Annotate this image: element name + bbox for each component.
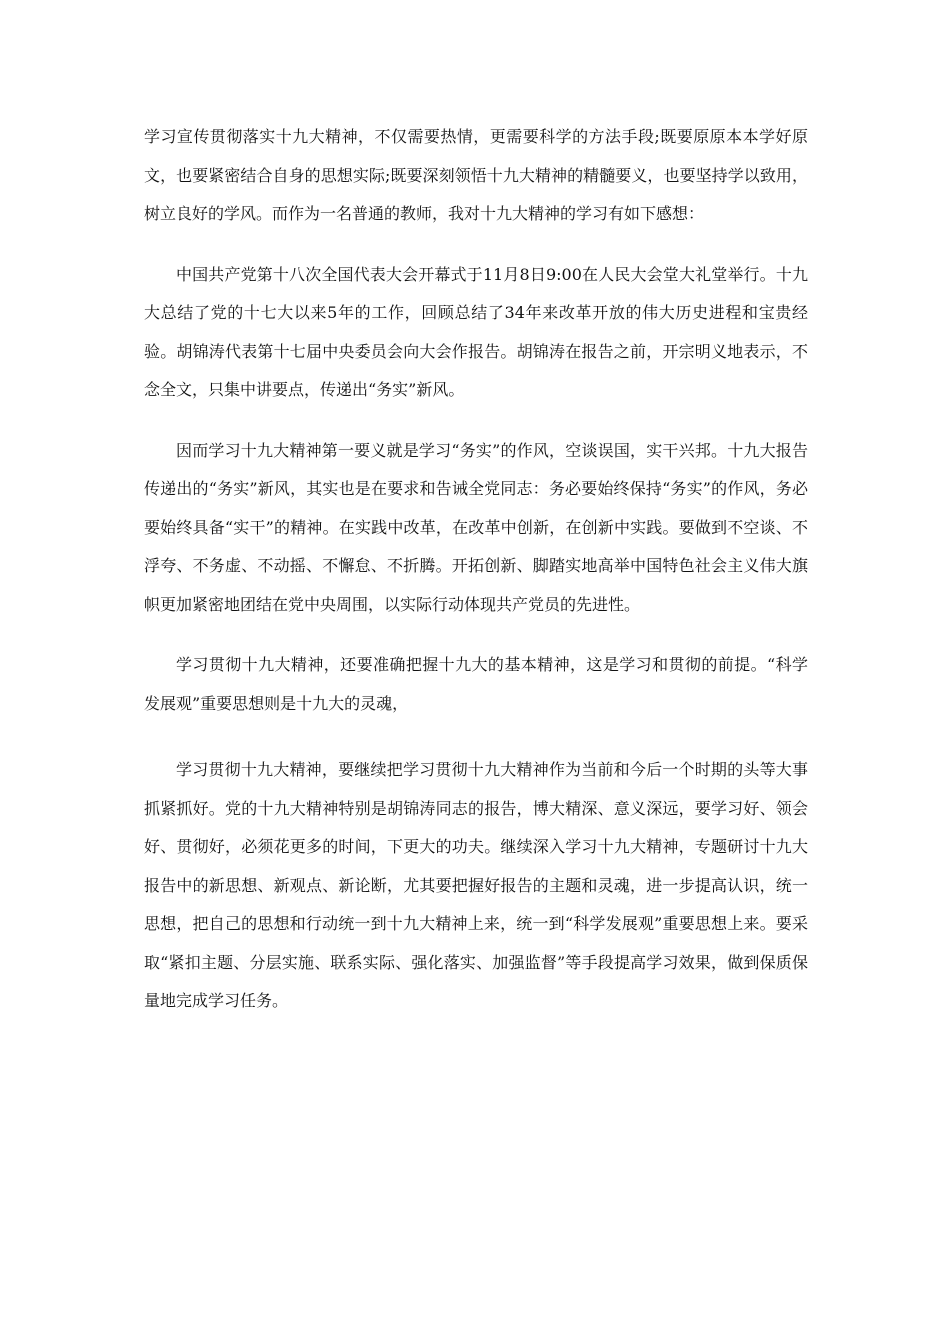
paragraph-basic-spirit: 学习贯彻十九大精神，还要准确把握十九大的基本精神，这是学习和贯彻的前提。“科学发展观”重要思想则是十九大的灵魂， <box>144 655 808 713</box>
document-body <box>144 118 808 1021</box>
paragraph-intro: 学习宣传贯彻落实十九大精神，不仅需要热情，更需要科学的方法手段;既要原原本本学好原文，也要紧密结合自身的思想实际;既要深刻领悟十九大精神的精髓要义，也要坚持学以致用，树立良好的学风。而作为一名普通的教师，我对十九大精神的学习有如下感想： <box>144 127 808 223</box>
paragraph-study-tasks: 学习贯彻十九大精神，要继续把学习贯彻十九大精神作为当前和今后一个时期的头等大事抓紧抓好。党的十九大精神特别是胡锦涛同志的报告，博大精深、意义深远，要学习好、领会好、贯彻好，必须花更多的时间，下更大的功夫。继续深入学习十九大精神，专题研讨十九大报告中的新思想、新观点、新论断，尤其要把握好报告的主题和灵魂，进一步提高认识，统一思想，把自己的思想和行动统一到十九大精神上来，统一到“科学发展观”重要思想上来。要采取“紧扣主题、分层实施、联系实际、强化落实、加强监督”等手段提高学习效果，做到保质保量地完成学习任务。 <box>144 760 808 1010</box>
paragraph-pragmatic-style: 因而学习十九大精神第一要义就是学习“务实”的作风，空谈误国，实干兴邦。十九大报告传递出的“务实”新风，其实也是在要求和告诫全党同志：务必要始终保持“务实”的作风，务必要始终具备“实干”的精神。在实践中改革，在改革中创新，在创新中实践。要做到不空谈、不浮夸、不务虚、不动摇、不懈怠、不折腾。开拓创新、脚踏实地高举中国特色社会主义伟大旗帜更加紧密地团结在党中央周围，以实际行动体现共产党员的先进性。 <box>144 440 808 614</box>
paragraph-congress-opening: 中国共产党第十八次全国代表大会开幕式于11月8日9:00在人民大会堂大礼堂举行。十九大总结了党的十七大以来5年的工作，回顾总结了34年来改革开放的伟大历史进程和宝贵经验。胡锦涛代表第十七届中央委员会向大会作报告。胡锦涛在报告之前，开宗明义地表示，不念全文，只集中讲要点，传递出“务实”新风。 <box>144 264 808 399</box>
